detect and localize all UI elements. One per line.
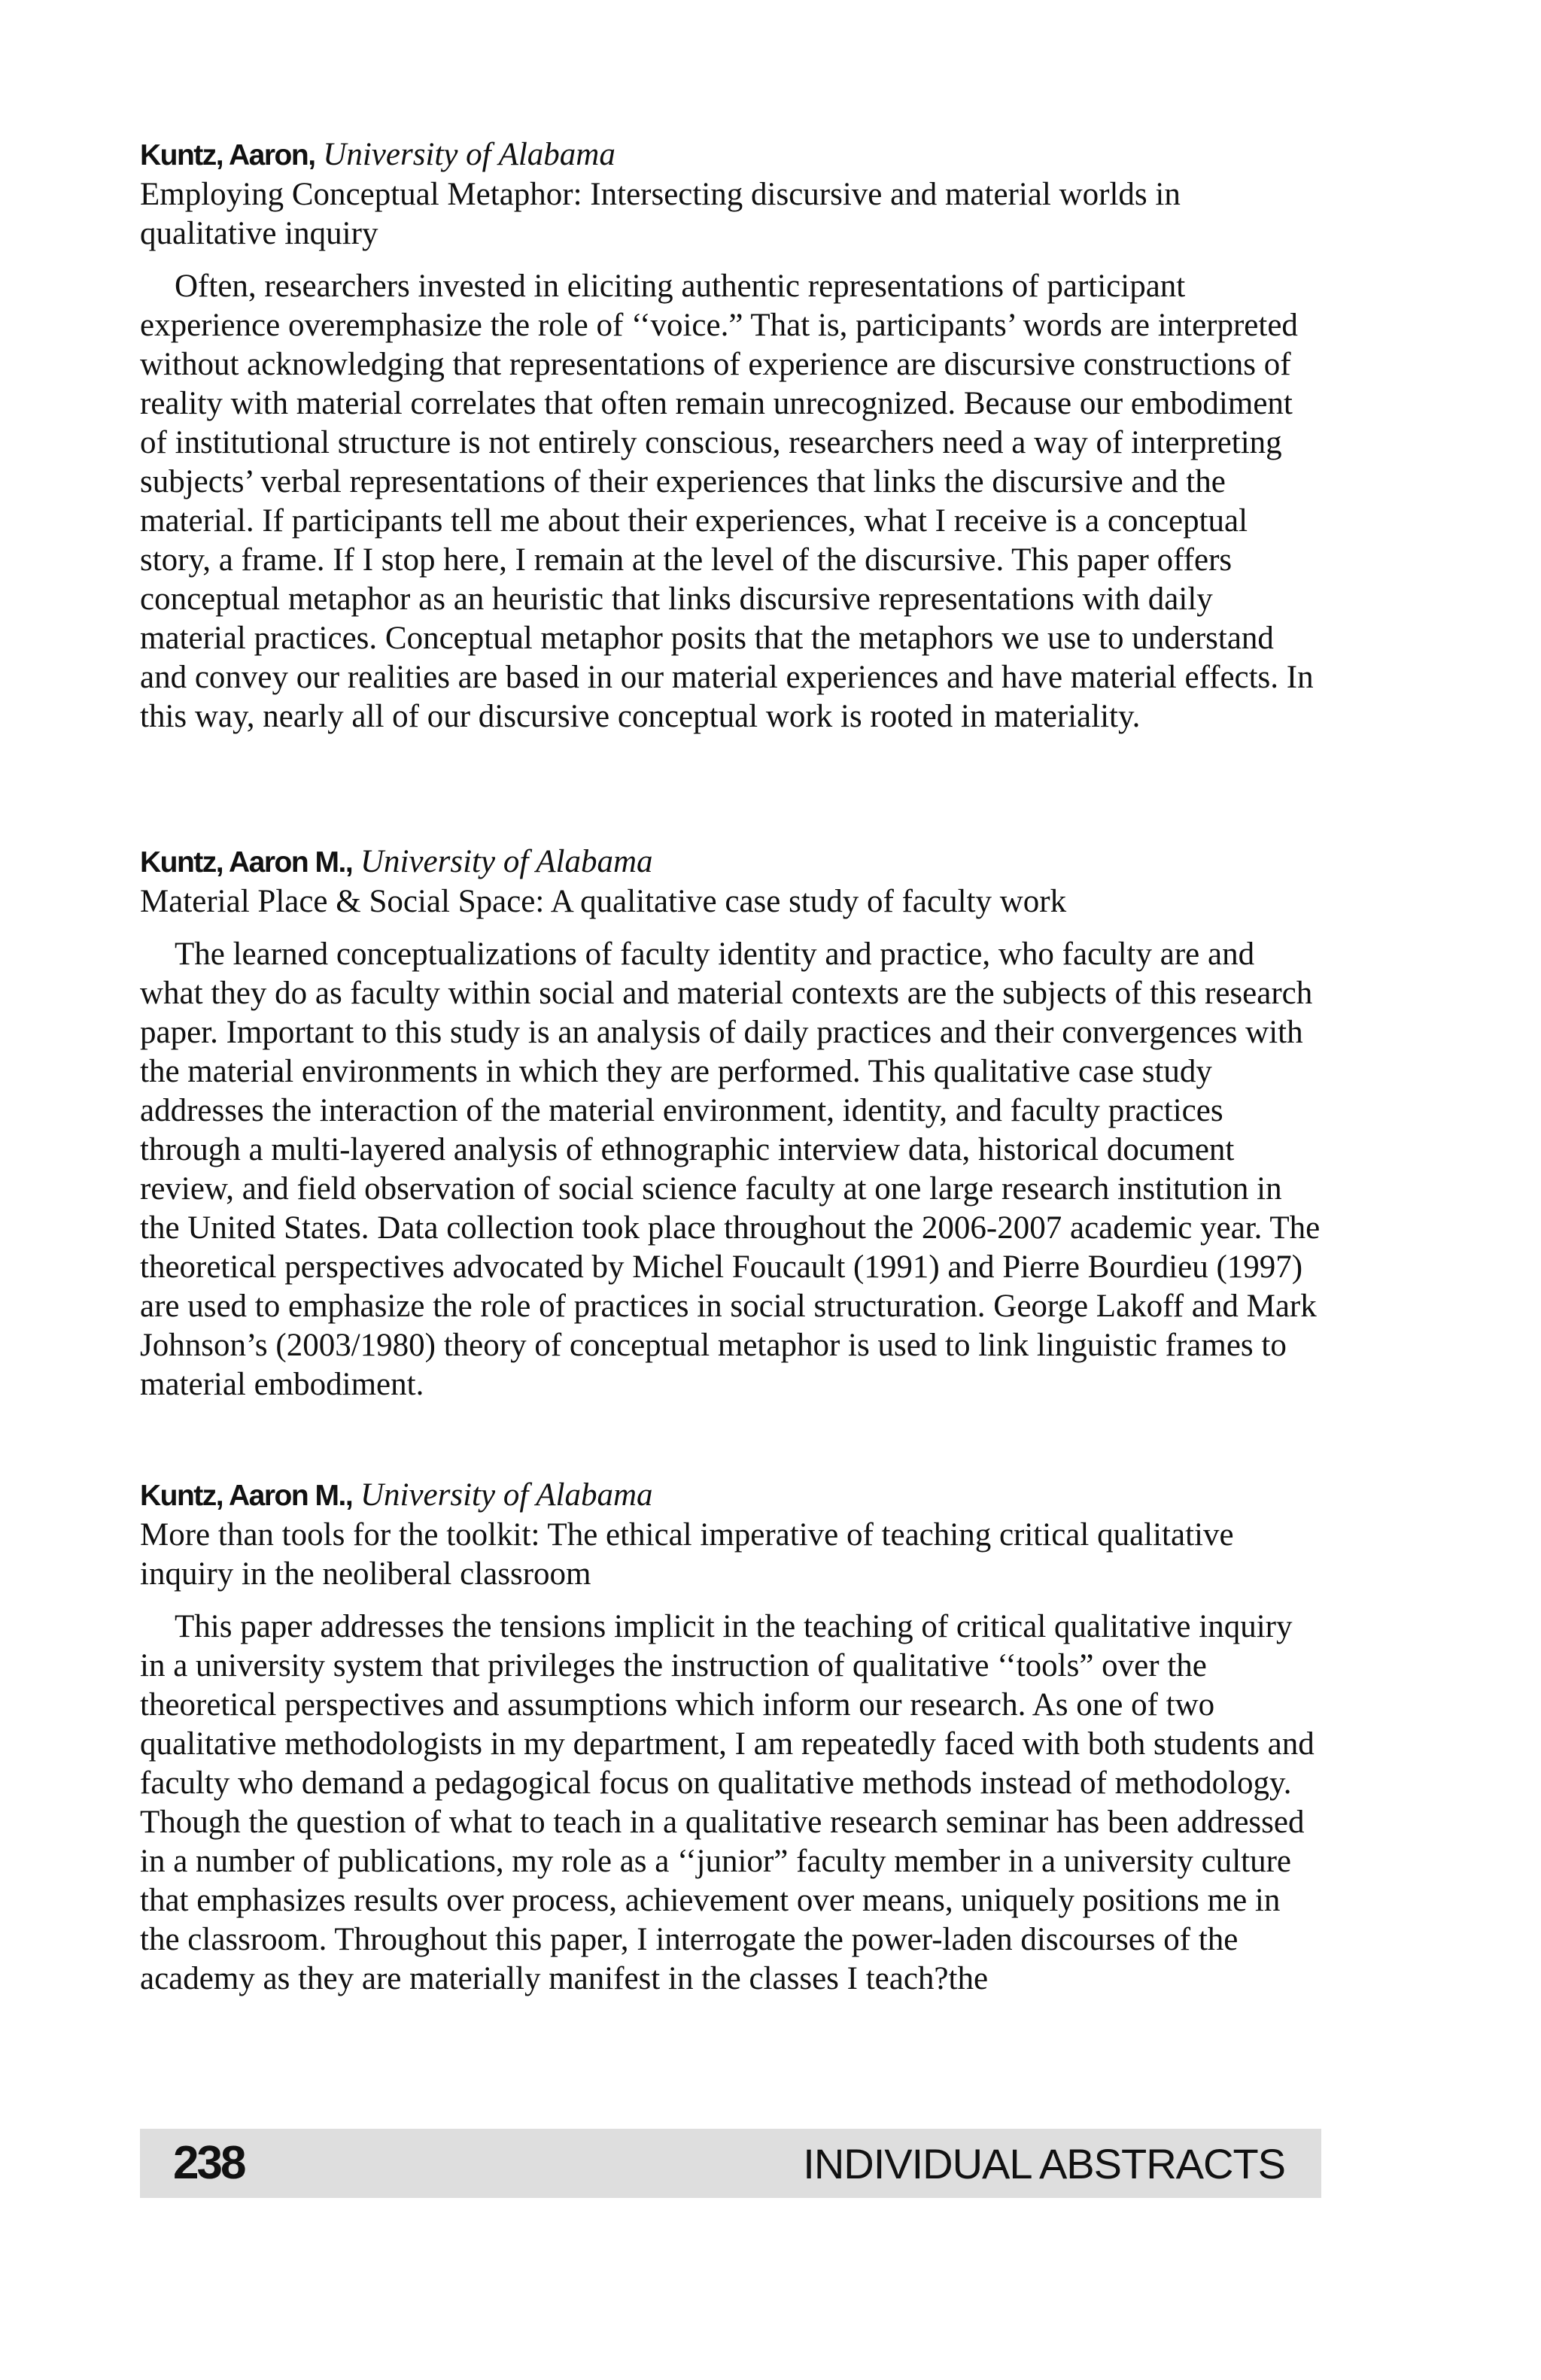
abstract-title: Employing Conceptual Metaphor: Intersecting discursive and material worlds in qualitative inquiry	[140, 177, 1181, 251]
byline	[140, 842, 1321, 882]
byline	[140, 135, 1321, 175]
page-footer	[140, 2129, 1321, 2198]
abstract-body: Often, researchers invested in eliciting authentic representations of participant experience overemphasize the role of ‘‘voice.” That is, participants’ words are interpreted without acknowledging that representations of experience are discursive constructions of reality with material correlates that often remain unrecognized. Because our embodiment of institutional structure is not entirely conscious, researchers need a way of interpreting subjects’ verbal representations of their experiences that links the discursive and the material. If participants tell me about their experiences, what I receive is a conceptual story, a frame. If I stop here, I remain at the level of the discursive. This paper offers conceptual metaphor as an heuristic that links discursive representations with daily material practices. Conceptual metaphor posits that the metaphors we use to understand and convey our realities are based in our material experiences and have material effects. In this way, nearly all of our discursive conceptual work is rooted in materiality.	[140, 269, 1314, 734]
abstract-entry	[140, 842, 1321, 1404]
page-number: 238	[173, 2137, 245, 2189]
section-title: INDIVIDUAL ABSTRACTS	[803, 2140, 1285, 2187]
abstract-body: The learned conceptualizations of faculty identity and practice, who faculty are and what they do as faculty within social and material contexts are the subjects of this research paper. Important to this study is an analysis of daily practices and their convergences with the material environments in which they are performed. This qualitative case study addresses the interaction of the material environment, identity, and faculty practices through a multi-layered analysis of ethnographic interview data, historical document review, and field observation of social science faculty at one large research institution in the United States. Data collection took place throughout the 2006-2007 academic year. The theoretical perspectives advocated by Michel Foucault (1991) and Pierre Bourdieu (1997) are used to emphasize the role of practices in social structuration. George Lakoff and Mark Johnson’s (2003/1980) theory of conceptual metaphor is used to link linguistic frames to material embodiment.	[140, 937, 1321, 1402]
author-name: Kuntz, Aaron,	[140, 139, 315, 172]
abstract-body: This paper addresses the tensions implicit in the teaching of critical qualitative inquiry in a university system that privileges the instruction of qualitative ‘‘tools” over the theoretical perspectives and assumptions which inform our research. As one of two qualitative methodologists in my department, I am repeatedly faced with both students and faculty who demand a pedagogical focus on qualitative methods instead of methodology. Though the question of what to teach in a qualitative research seminar has been addressed in a number of publications, my role as a ‘‘junior” faculty member in a university culture that emphasizes results over process, achievement over means, uniquely positions me in the classroom. Throughout this paper, I interrogate the power-laden discourses of the academy as they are materially manifest in the classes I teach?the	[140, 1609, 1315, 1996]
author-affiliation: University of Alabama	[323, 137, 615, 172]
abstract-title: Material Place & Social Space: A qualitative case study of faculty work	[140, 884, 1067, 919]
author-name: Kuntz, Aaron M.,	[140, 1480, 353, 1512]
abstract-entry	[140, 135, 1321, 736]
author-name: Kuntz, Aaron M.,	[140, 846, 353, 879]
abstract-entry	[140, 1476, 1321, 1999]
author-affiliation: University of Alabama	[360, 1477, 653, 1513]
byline	[140, 1476, 1321, 1516]
abstract-title: More than tools for the toolkit: The ethical imperative of teaching critical qualitative inquiry in the neoliberal classroom	[140, 1517, 1234, 1592]
author-affiliation: University of Alabama	[360, 844, 653, 879]
